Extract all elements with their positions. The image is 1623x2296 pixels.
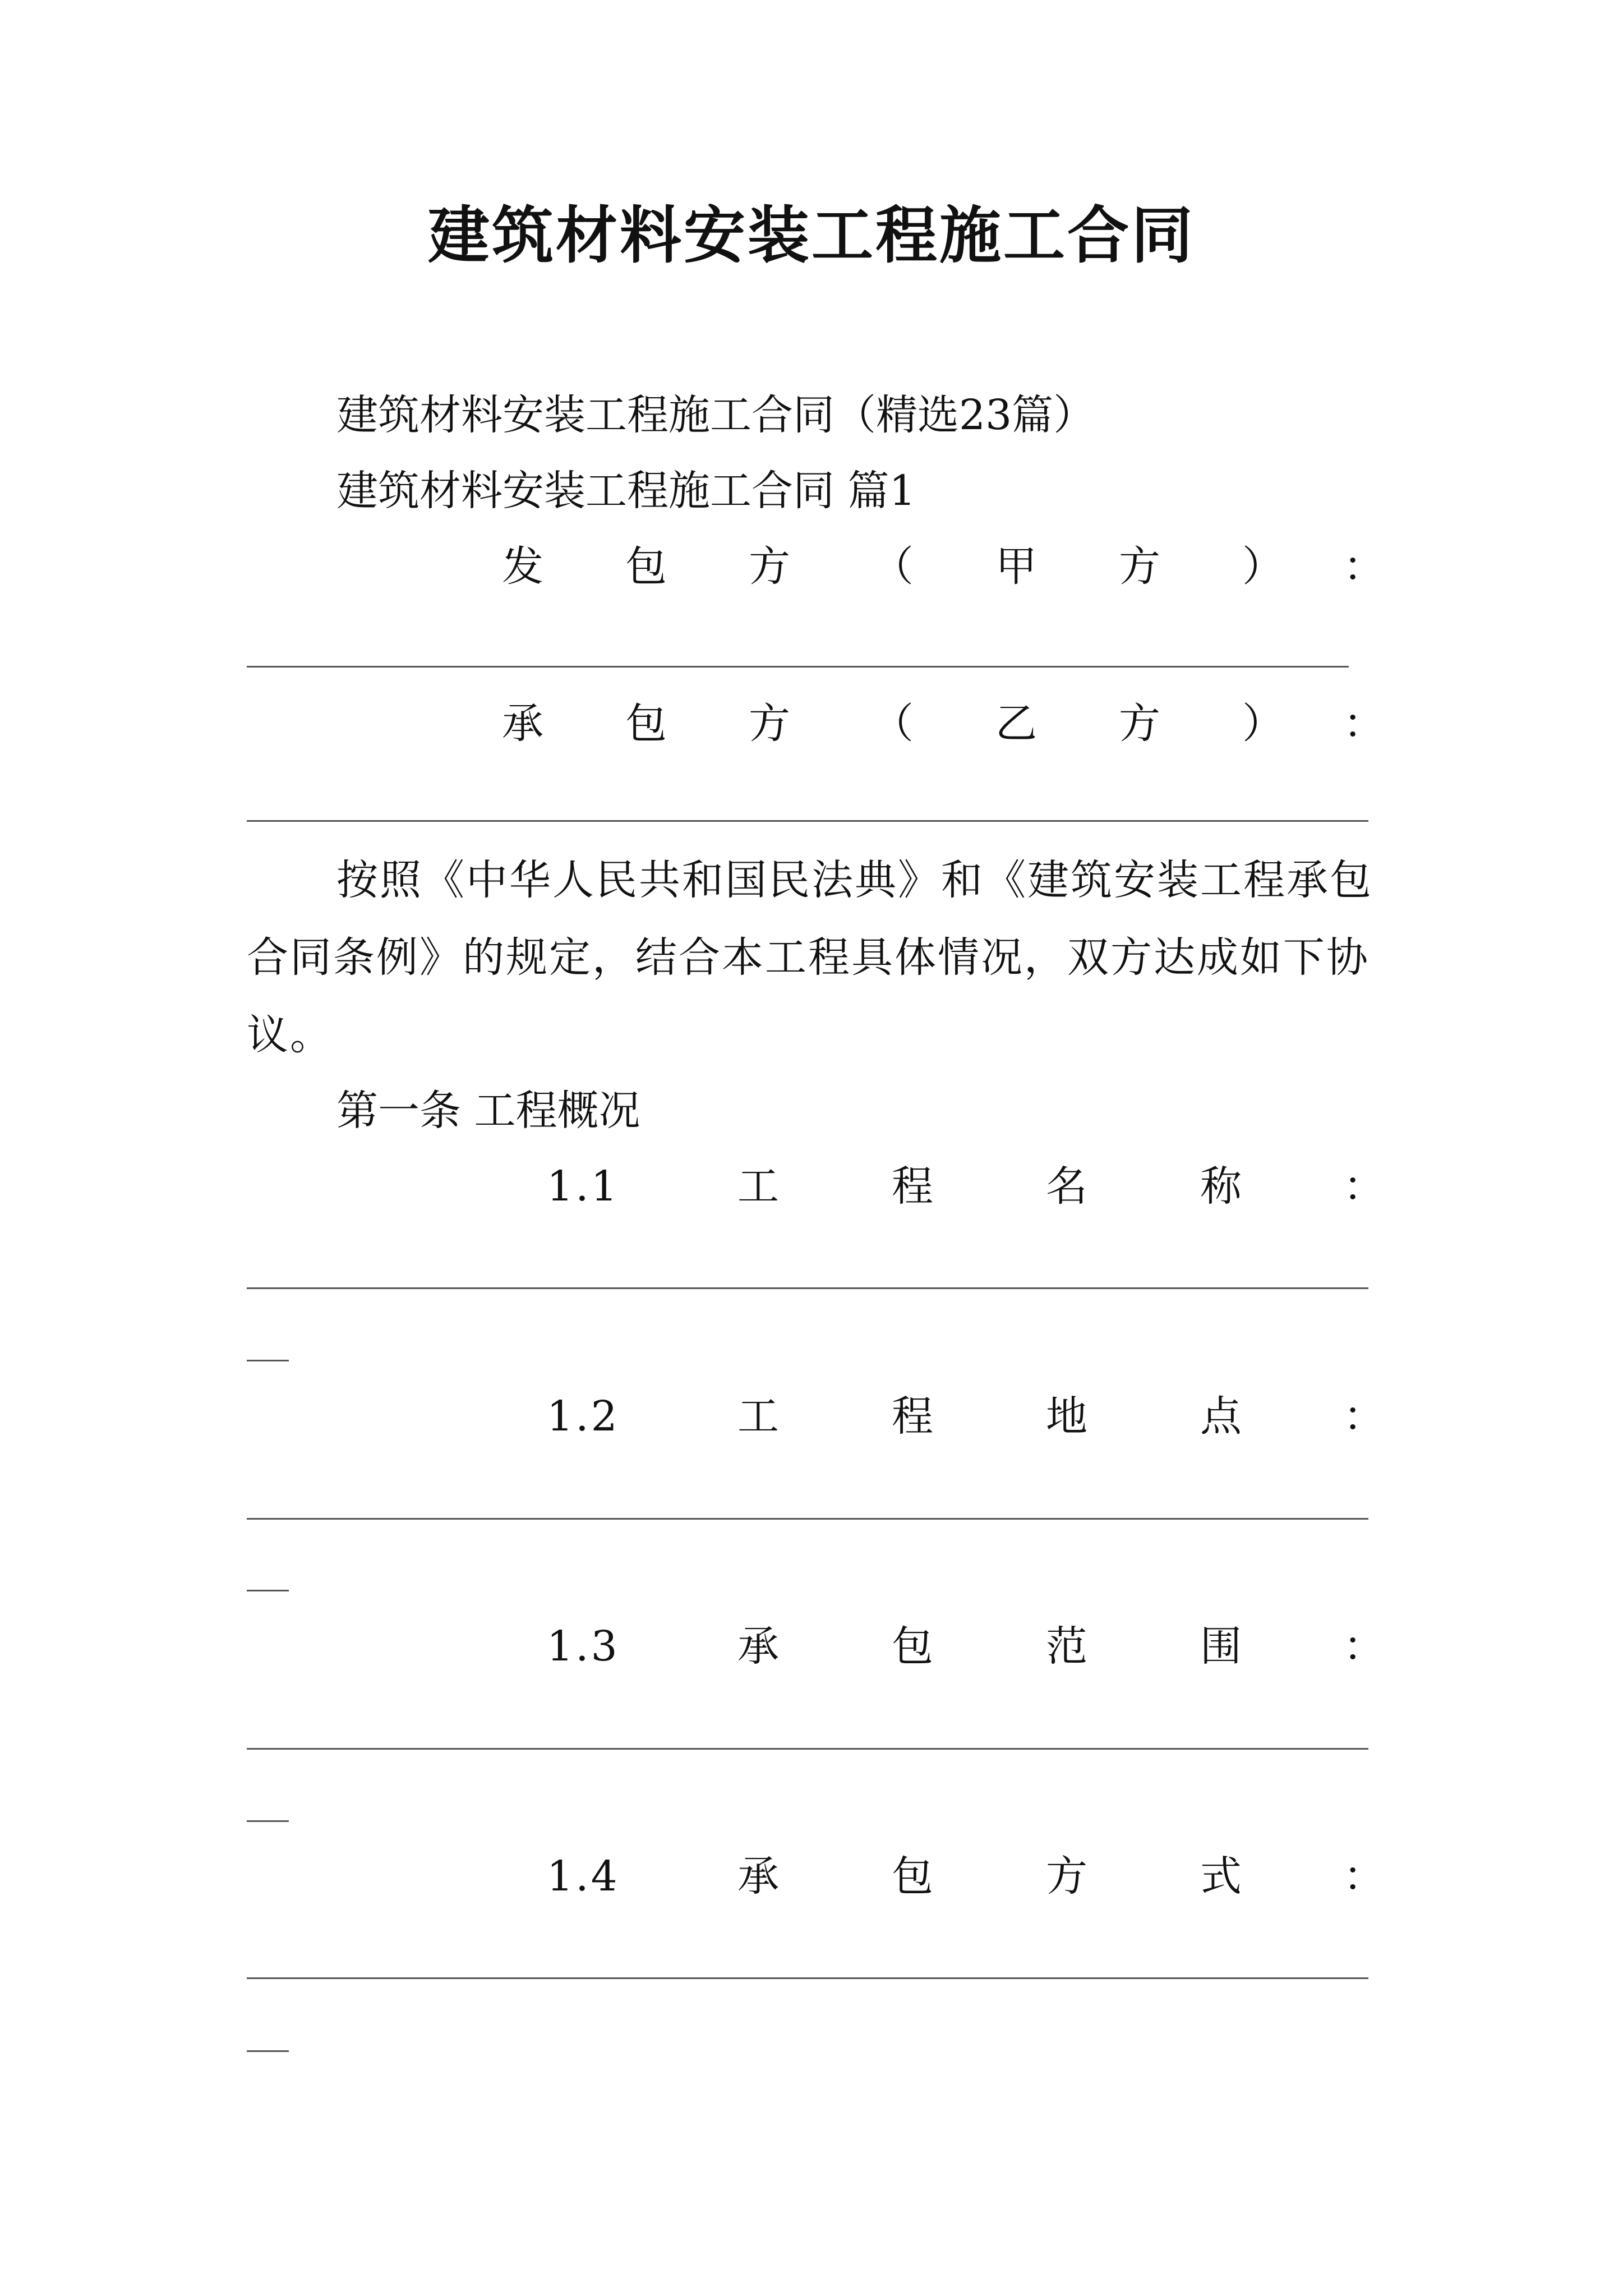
- item-1-4-fill-line-end: [247, 2050, 289, 2052]
- item-1-3-fill-line: [247, 1748, 1368, 1750]
- item-colon: ：: [1343, 1622, 1385, 1671]
- item-1-2-fill-line-end: [247, 1590, 289, 1591]
- intro-paragraph: 按照《中华人民共和国民法典》和《建筑安装工程承包合同条例》的规定，结合本工程具体情况，双方达成如下协议。: [247, 856, 1373, 1059]
- item-char: 名: [1046, 1162, 1087, 1211]
- party-a-char: ：: [1343, 542, 1385, 591]
- item-1-2-label: [0, 1388, 1623, 1444]
- party-b-char: 包: [625, 700, 667, 748]
- party-b-fill-line: [247, 820, 1368, 822]
- party-a-char: 甲: [995, 542, 1037, 591]
- party-b-char: ：: [1343, 700, 1385, 748]
- party-b-char: （: [872, 700, 914, 748]
- item-char: 程: [892, 1162, 933, 1211]
- item-colon: ：: [1343, 1162, 1385, 1211]
- party-b-label: [0, 696, 1623, 752]
- item-colon: ：: [1343, 1392, 1385, 1441]
- item-char: 工: [737, 1162, 779, 1211]
- item-1-1-label: [0, 1158, 1623, 1214]
- party-b-char: 承: [502, 700, 543, 748]
- party-a-char: 发: [502, 542, 543, 591]
- party-b-char: 乙: [995, 700, 1037, 748]
- item-char: 方: [1046, 1852, 1087, 1901]
- item-1-1-fill-line-end: [247, 1360, 289, 1361]
- party-a-char: 方: [1119, 542, 1160, 591]
- party-a-char: ）: [1242, 542, 1284, 591]
- item-1-3-fill-line-end: [247, 1820, 289, 1822]
- party-b-char: ）: [1242, 700, 1284, 748]
- party-b-char: 方: [749, 700, 790, 748]
- party-a-char: 方: [749, 542, 790, 591]
- article-heading: 第一条 工程概况: [336, 1087, 640, 1135]
- item-number: 1.2: [547, 1392, 620, 1441]
- item-1-1-fill-line: [247, 1287, 1368, 1289]
- item-char: 承: [737, 1622, 779, 1671]
- item-colon: ：: [1343, 1852, 1385, 1901]
- document-subtitle: 建筑材料安装工程施工合同（精选23篇）: [336, 391, 1095, 439]
- item-char: 点: [1200, 1392, 1242, 1441]
- item-char: 式: [1200, 1852, 1242, 1901]
- item-char: 范: [1046, 1622, 1087, 1671]
- party-b-char: 方: [1119, 700, 1160, 748]
- document-title: 建筑材料安装工程施工合同: [428, 199, 1195, 272]
- item-char: 称: [1200, 1162, 1242, 1211]
- party-a-char: （: [872, 542, 914, 591]
- item-number: 1.3: [547, 1622, 620, 1671]
- item-number: 1.1: [547, 1162, 620, 1211]
- item-1-2-fill-line: [247, 1518, 1368, 1520]
- item-char: 承: [737, 1852, 779, 1901]
- section-heading: 建筑材料安装工程施工合同 篇1: [336, 467, 916, 515]
- item-char: 工: [737, 1392, 779, 1441]
- item-1-4-fill-line: [247, 1977, 1368, 1979]
- item-char: 包: [892, 1622, 933, 1671]
- item-char: 围: [1200, 1622, 1242, 1671]
- party-a-label: [0, 539, 1623, 595]
- item-1-3-label: [0, 1618, 1623, 1674]
- item-char: 程: [892, 1392, 933, 1441]
- item-1-4-label: [0, 1848, 1623, 1904]
- item-number: 1.4: [547, 1852, 620, 1901]
- item-char: 包: [892, 1852, 933, 1901]
- party-a-char: 包: [625, 542, 667, 591]
- item-char: 地: [1046, 1392, 1087, 1441]
- party-a-fill-line: [247, 666, 1349, 668]
